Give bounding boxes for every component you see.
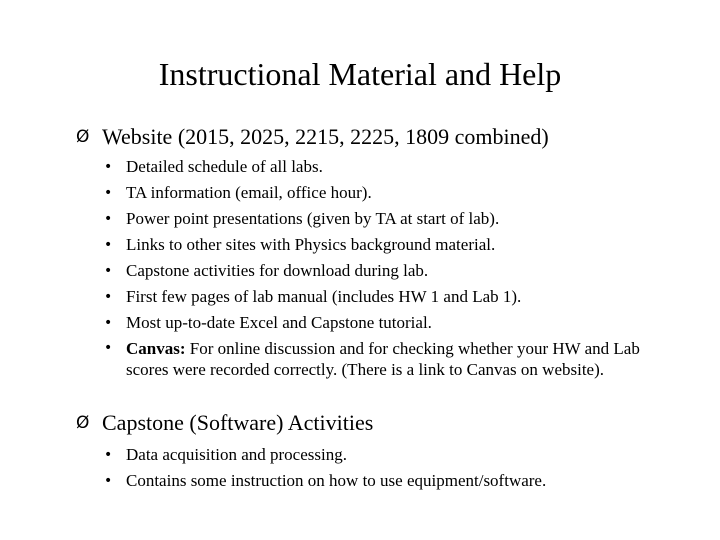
canvas-text: For online discussion and for checking whether your HW and Lab scores were recorded correctly. (There is a link to Canvas on website). bbox=[126, 339, 640, 379]
section-heading bbox=[76, 408, 676, 438]
list-item bbox=[104, 206, 676, 232]
list-item-text: Power point presentations (given by TA at start of lab). bbox=[126, 209, 500, 228]
canvas-label: Canvas: bbox=[126, 339, 186, 358]
list-item bbox=[104, 442, 676, 468]
bullet-dot-icon: • bbox=[104, 315, 113, 331]
list-item bbox=[104, 468, 676, 494]
section-heading-text: Capstone (Software) Activities bbox=[102, 410, 374, 435]
section-website bbox=[76, 122, 676, 380]
section-heading bbox=[76, 122, 676, 152]
list-item-text: Data acquisition and processing. bbox=[126, 445, 347, 464]
bullet-dot-icon: • bbox=[104, 211, 113, 227]
list-item-text: Links to other sites with Physics background material. bbox=[126, 235, 496, 254]
list-item bbox=[104, 310, 676, 336]
bullet-dot-icon: • bbox=[104, 185, 113, 201]
list-item-canvas bbox=[104, 336, 676, 380]
bullet-dot-icon: • bbox=[104, 159, 113, 175]
arrow-bullet-icon: Ø bbox=[76, 413, 90, 433]
bullet-dot-icon: • bbox=[104, 447, 113, 463]
bullet-dot-icon: • bbox=[104, 473, 113, 489]
list-item-text: Contains some instruction on how to use equipment/software. bbox=[126, 471, 547, 490]
list-item-text: Detailed schedule of all labs. bbox=[126, 157, 323, 176]
list-item bbox=[104, 232, 676, 258]
slide-title: Instructional Material and Help bbox=[158, 56, 562, 92]
list-item-text: First few pages of lab manual (includes HW 1 and Lab 1). bbox=[126, 287, 522, 306]
list-item bbox=[104, 180, 676, 206]
bullet-dot-icon: • bbox=[104, 340, 113, 356]
section-capstone bbox=[76, 408, 676, 494]
bullet-dot-icon: • bbox=[104, 237, 113, 253]
list-item-text: Most up-to-date Excel and Capstone tutorial. bbox=[126, 313, 432, 332]
bullet-dot-icon: • bbox=[104, 263, 113, 279]
bullet-list bbox=[104, 154, 676, 380]
list-item-text: Capstone activities for download during lab. bbox=[126, 261, 429, 280]
list-item bbox=[104, 258, 676, 284]
list-item bbox=[104, 284, 676, 310]
bullet-list bbox=[104, 442, 676, 494]
list-item-text: TA information (email, office hour). bbox=[126, 183, 372, 202]
arrow-bullet-icon: Ø bbox=[76, 127, 90, 147]
bullet-dot-icon: • bbox=[104, 289, 113, 305]
list-item bbox=[104, 154, 676, 180]
section-heading-text: Website (2015, 2025, 2215, 2225, 1809 combined) bbox=[102, 124, 549, 149]
